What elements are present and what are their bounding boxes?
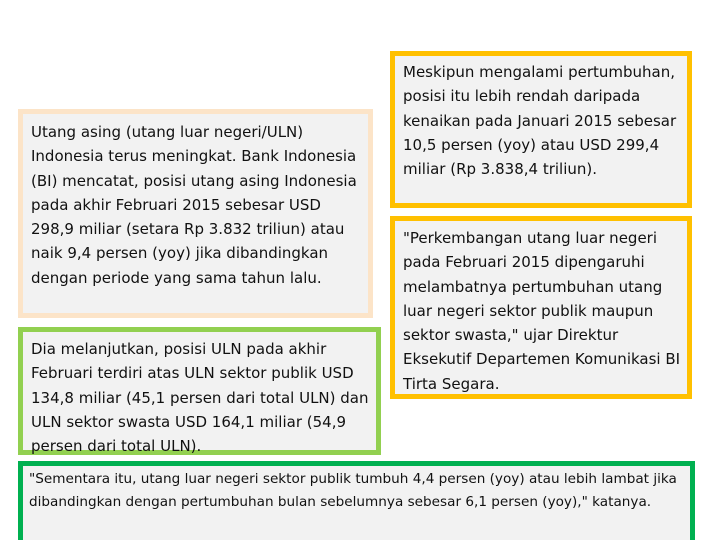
quote-paragraph: "Perkembangan utang luar negeri pada Februari 2015 dipengaruhi melambatnya pertumbuhan utang luar negeri sektor publik maupun sektor swasta," ujar Direktur Eksekutif Departemen Komunikasi BI Tirta Segara. — [403, 229, 681, 393]
text-box-quote — [390, 216, 692, 399]
composition-paragraph: Dia melanjutkan, posisi ULN pada akhir Februari terdiri atas ULN sektor publik USD 134,8 miliar (45,1 persen dari total ULN) dan ULN sektor swasta USD 164,1 miliar (54,9 persen dari total ULN). — [31, 340, 369, 456]
text-box-composition — [18, 327, 381, 455]
text-box-intro — [18, 109, 373, 318]
growth-paragraph: Meskipun mengalami pertumbuhan, posisi itu lebih rendah daripada kenaikan pada Januari 2015 sebesar 10,5 persen (yoy) atau USD 299,4 miliar (Rp 3.838,4 triliun). — [403, 63, 677, 179]
text-box-public-sector — [18, 461, 695, 540]
intro-paragraph: Utang asing (utang luar negeri/ULN) Indonesia terus meningkat. Bank Indonesia (BI) mencatat, posisi utang asing Indonesia pada akhir Februari 2015 sebesar USD 298,9 miliar (setara Rp 3.832 triliun) atau naik 9,4 persen (yoy) jika dibandingkan dengan periode yang sama tahun lalu. — [31, 123, 357, 287]
text-box-growth — [390, 51, 692, 208]
public-sector-paragraph: "Sementara itu, utang luar negeri sektor publik tumbuh 4,4 persen (yoy) atau lebih lambat jika dibandingkan dengan pertumbuhan bulan sebelumnya sebesar 6,1 persen (yoy)," katanya. — [29, 471, 677, 510]
